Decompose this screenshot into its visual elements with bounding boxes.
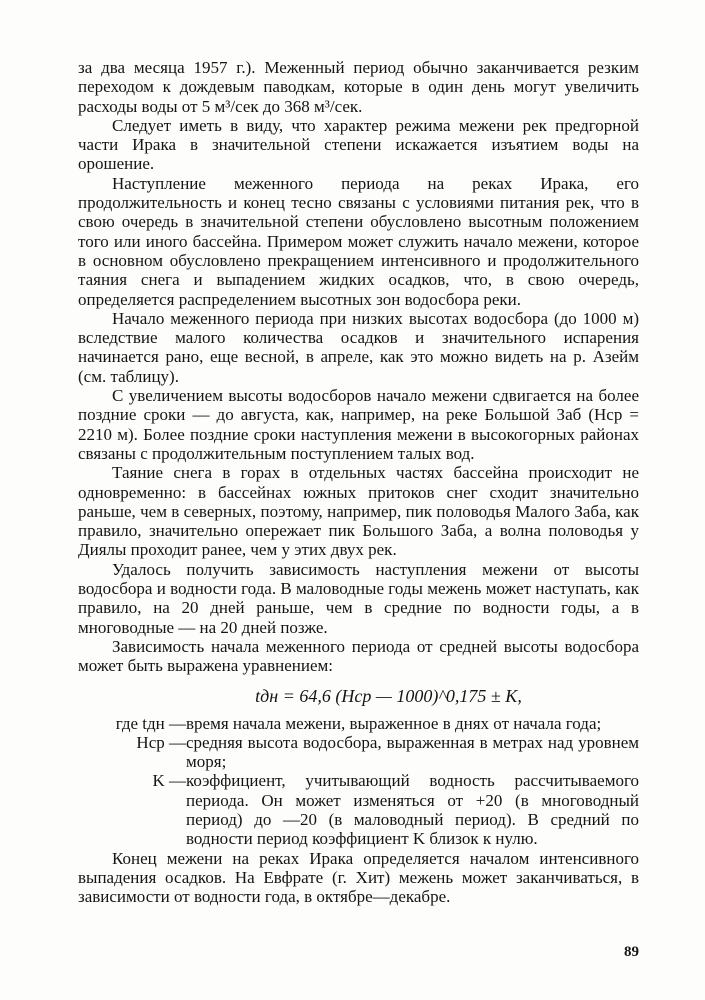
legend-row-t: [78, 714, 639, 733]
paragraph-5: С увеличением высоты водосборов начало межени сдвигается на более поздние сроки — до августа, как, например, на реке Большой Заб (Hср = 2210 м). Более поздние сроки наступления межени в высокогорных районах связаны с продолжительным поступлением талых вод.: [78, 386, 639, 463]
legend-term-h: Hср —: [136, 732, 186, 752]
legend-term-t: где tдн —: [115, 713, 186, 733]
paragraph-6: Таяние снега в горах в отдельных частях бассейна происходит не одновременно: в бассейнах южных притоков снег сходит значительно раньше, чем в северных, поэтому, например, пик половодья Малого Заба, как правило, значительно опережает пик Большого Заба, а волна половодья у Диялы проходит ранее, чем у этих двух рек.: [78, 463, 639, 560]
formula: tдн = 64,6 (Hср — 1000)^0,175 ± K,: [255, 685, 522, 706]
paragraph-2: Следует иметь в виду, что характер режима межени рек предгорной части Ирака в значительной степени искажается изъятием воды на орошение.: [78, 115, 639, 174]
formula-legend: [78, 714, 639, 849]
paragraph-7: Удалось получить зависимость наступления межени от высоты водосбора и водности года. В маловодные годы межень может наступать, как правило, на 20 дней раньше, чем в средние по водности годы, а в многоводные — на 20 дней позже.: [78, 559, 639, 637]
paragraph-3: Наступление меженного периода на реках Ирака, его продолжительность и конец тесно связаны с условиями питания рек, что в свою очередь в значительной степени обусловлено высотным положением того или иного бассейна. Примером может служить начало межени, которое в основном обусловлено прекращением интенсивного и продолжительного таяния снега и выпадением жидких осадков, что, в свою очередь, определяется распределением высотных зон водосбора реки.: [78, 173, 639, 309]
legend-desc-k: коэффициент, учитывающий водность рассчитываемого периода. Он может изменяться от +20 (в многоводный период) до —20 (в маловодный период). В средний по водности период коэффициент K близок к нулю.: [186, 771, 639, 849]
paragraph-4: Начало меженного периода при низких высотах водосбора (до 1000 м) вследствие малого количества осадков и значительного испарения начинается рано, еще весной, в апреле, как это можно видеть на р. Азейм (см. таблицу).: [78, 308, 639, 386]
legend-desc-h: средняя высота водосбора, выраженная в метрах над уровнем моря;: [186, 732, 639, 772]
legend-row-k: [78, 771, 639, 848]
paragraph-8: Зависимость начала меженного периода от средней высоты водосбора может быть выражена уравнением:: [78, 636, 639, 676]
legend-row-h: [78, 733, 639, 772]
page-number: 89: [624, 944, 639, 960]
paragraph-9: Конец межени на реках Ирака определяется началом интенсивного выпадения осадков. На Евфрате (г. Хит) межень может заканчиваться, в зависимости от водности года, в октябре—декабре.: [78, 848, 639, 907]
paragraph-1: за два месяца 1957 г.). Меженный период обычно заканчивается резким переходом к дождевым паводкам, которые в один день могут увеличить расходы воды от 5 м³/сек до 368 м³/сек.: [78, 58, 639, 116]
legend-desc-t: время начала межени, выраженное в днях от начала года;: [186, 713, 602, 733]
legend-term-k: K —: [152, 771, 186, 791]
